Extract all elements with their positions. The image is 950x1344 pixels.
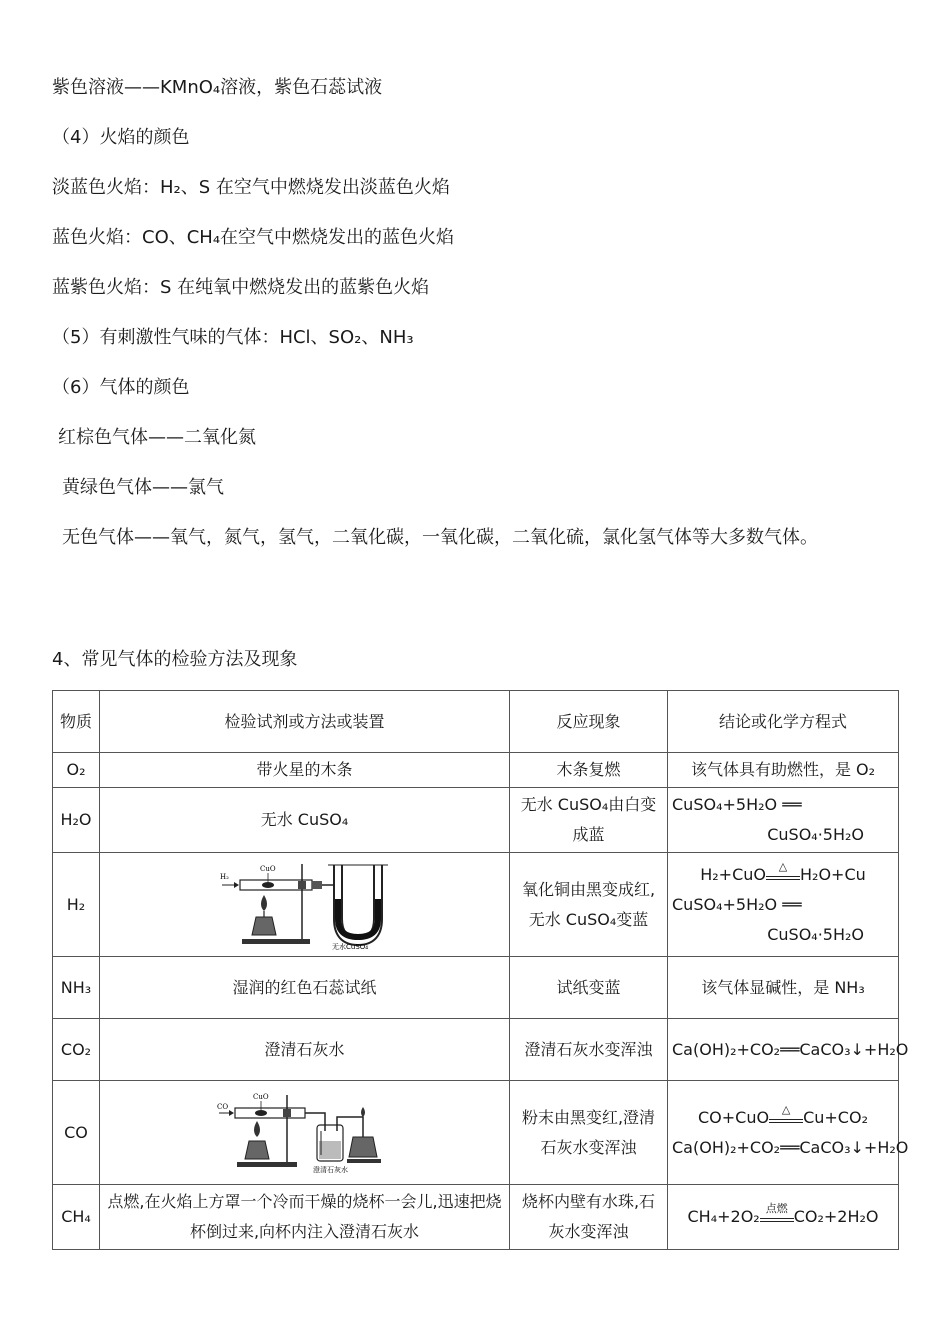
- equation-line: CO+CuO △ Cu+CO₂: [698, 1102, 868, 1127]
- equation-line: CuSO₄·5H₂O: [767, 825, 864, 844]
- co-reduction-apparatus-diagram: [217, 1091, 393, 1175]
- phenomenon-cell: 试纸变蓝: [510, 957, 668, 1019]
- method-cell: 无水 CuSO₄: [100, 788, 510, 853]
- conclusion-cell: 该气体显碱性，是 NH₃: [668, 957, 899, 1019]
- substance-cell: CO: [53, 1081, 100, 1185]
- conclusion-cell: [668, 1185, 899, 1250]
- conclusion-cell: [668, 788, 899, 853]
- substance-cell: CO₂: [53, 1019, 100, 1081]
- text-line-3: 淡蓝色火焰：H₂、S 在空气中燃烧发出淡蓝色火焰: [52, 177, 450, 198]
- substance-cell: H₂O: [53, 788, 100, 853]
- substance-cell: CH₄: [53, 1185, 100, 1250]
- method-cell: 点燃,在火焰上方罩一个冷而干燥的烧杯一会儿,迅速把烧杯倒过来,向杯内注入澄清石灰水: [100, 1185, 510, 1250]
- phenomenon-cell: 烧杯内壁有水珠,石灰水变浑浊: [510, 1185, 668, 1250]
- text-line-4: 蓝色火焰：CO、CH₄在空气中燃烧发出的蓝色火焰: [52, 227, 455, 248]
- header-substance: 物质: [53, 691, 100, 753]
- equation-line: CuSO₄+5H₂O ══: [672, 795, 802, 814]
- substance-cell: NH₃: [53, 957, 100, 1019]
- conclusion-cell: [668, 853, 899, 957]
- table-row: [53, 1019, 899, 1081]
- conclusion-cell: [668, 1081, 909, 1185]
- equation-line: H₂+CuO △ H₂O+Cu: [700, 859, 866, 884]
- text-line-5: 蓝紫色火焰：S 在纯氧中燃烧发出的蓝紫色火焰: [52, 277, 430, 298]
- substance-cell: H₂: [53, 853, 100, 957]
- table-row: [53, 753, 899, 788]
- phenomenon-cell: 氧化铜由黑变成红,无水 CuSO₄变蓝: [510, 853, 668, 957]
- co-label: CO: [216, 1102, 228, 1111]
- h2-reduction-apparatus-diagram: [220, 859, 390, 951]
- equation-line: CH₄+2O₂ 点燃 CO₂+2H₂O: [687, 1202, 879, 1226]
- text-line-10: 无色气体——氧气，氮气，氢气，二氧化碳，一氧化碳，二氧化硫，氯化氢气体等大多数气体。: [62, 527, 818, 548]
- text-line-1: 紫色溶液——KMnO₄溶液，紫色石蕊试液: [52, 77, 383, 98]
- text-line-7: （6）气体的颜色: [52, 377, 190, 398]
- gas-test-table: [52, 690, 909, 1250]
- text-line-9: 黄绿色气体——氯气: [62, 477, 224, 498]
- table-row: [53, 1185, 899, 1250]
- table-header-row: [53, 691, 899, 753]
- equation-line: CuSO₄·5H₂O: [767, 924, 864, 944]
- h2-label: H₂: [219, 872, 229, 881]
- phenomenon-cell: 粉末由黑变红,澄清石灰水变浑浊: [510, 1081, 668, 1185]
- table-row: [53, 957, 899, 1019]
- header-conclusion: 结论或化学方程式: [668, 691, 899, 753]
- table-row: [53, 788, 899, 853]
- method-cell: 带火星的木条: [100, 753, 510, 788]
- cuo-label: CuO: [252, 1092, 269, 1101]
- method-cell: [100, 853, 510, 957]
- phenomenon-cell: 无水 CuSO₄由白变成蓝: [510, 788, 668, 853]
- conclusion-cell: Ca(OH)₂+CO₂══CaCO₃↓+H₂O: [668, 1019, 899, 1081]
- text-line-6: （5）有刺激性气味的气体：HCl、SO₂、NH₃: [52, 327, 414, 348]
- conclusion-cell: 该气体具有助燃性，是 O₂: [668, 753, 899, 788]
- cuo-label: CuO: [259, 864, 276, 873]
- table-row: [53, 1081, 899, 1185]
- table-row: [53, 853, 899, 957]
- method-cell: [100, 1081, 510, 1185]
- text-line-8: 红棕色气体——二氧化氮: [58, 427, 256, 448]
- equation-line: CuSO₄+5H₂O ══: [672, 894, 802, 914]
- section-title: 4、常见气体的检验方法及现象: [52, 649, 298, 670]
- method-cell: 湿润的红色石蕊试纸: [100, 957, 510, 1019]
- phenomenon-cell: 澄清石灰水变浑浊: [510, 1019, 668, 1081]
- header-method: 检验试剂或方法或装置: [100, 691, 510, 753]
- limewater-label: 澄清石灰水: [312, 1165, 348, 1174]
- method-cell: 澄清石灰水: [100, 1019, 510, 1081]
- phenomenon-cell: 木条复燃: [510, 753, 668, 788]
- header-phenomenon: 反应现象: [510, 691, 668, 753]
- equation-line: Ca(OH)₂+CO₂══CaCO₃↓+H₂O: [672, 1137, 909, 1157]
- anhydrous-cuso4-label: 无水CuSO₄: [331, 942, 368, 951]
- substance-cell: O₂: [53, 753, 100, 788]
- text-line-2: （4）火焰的颜色: [52, 127, 190, 148]
